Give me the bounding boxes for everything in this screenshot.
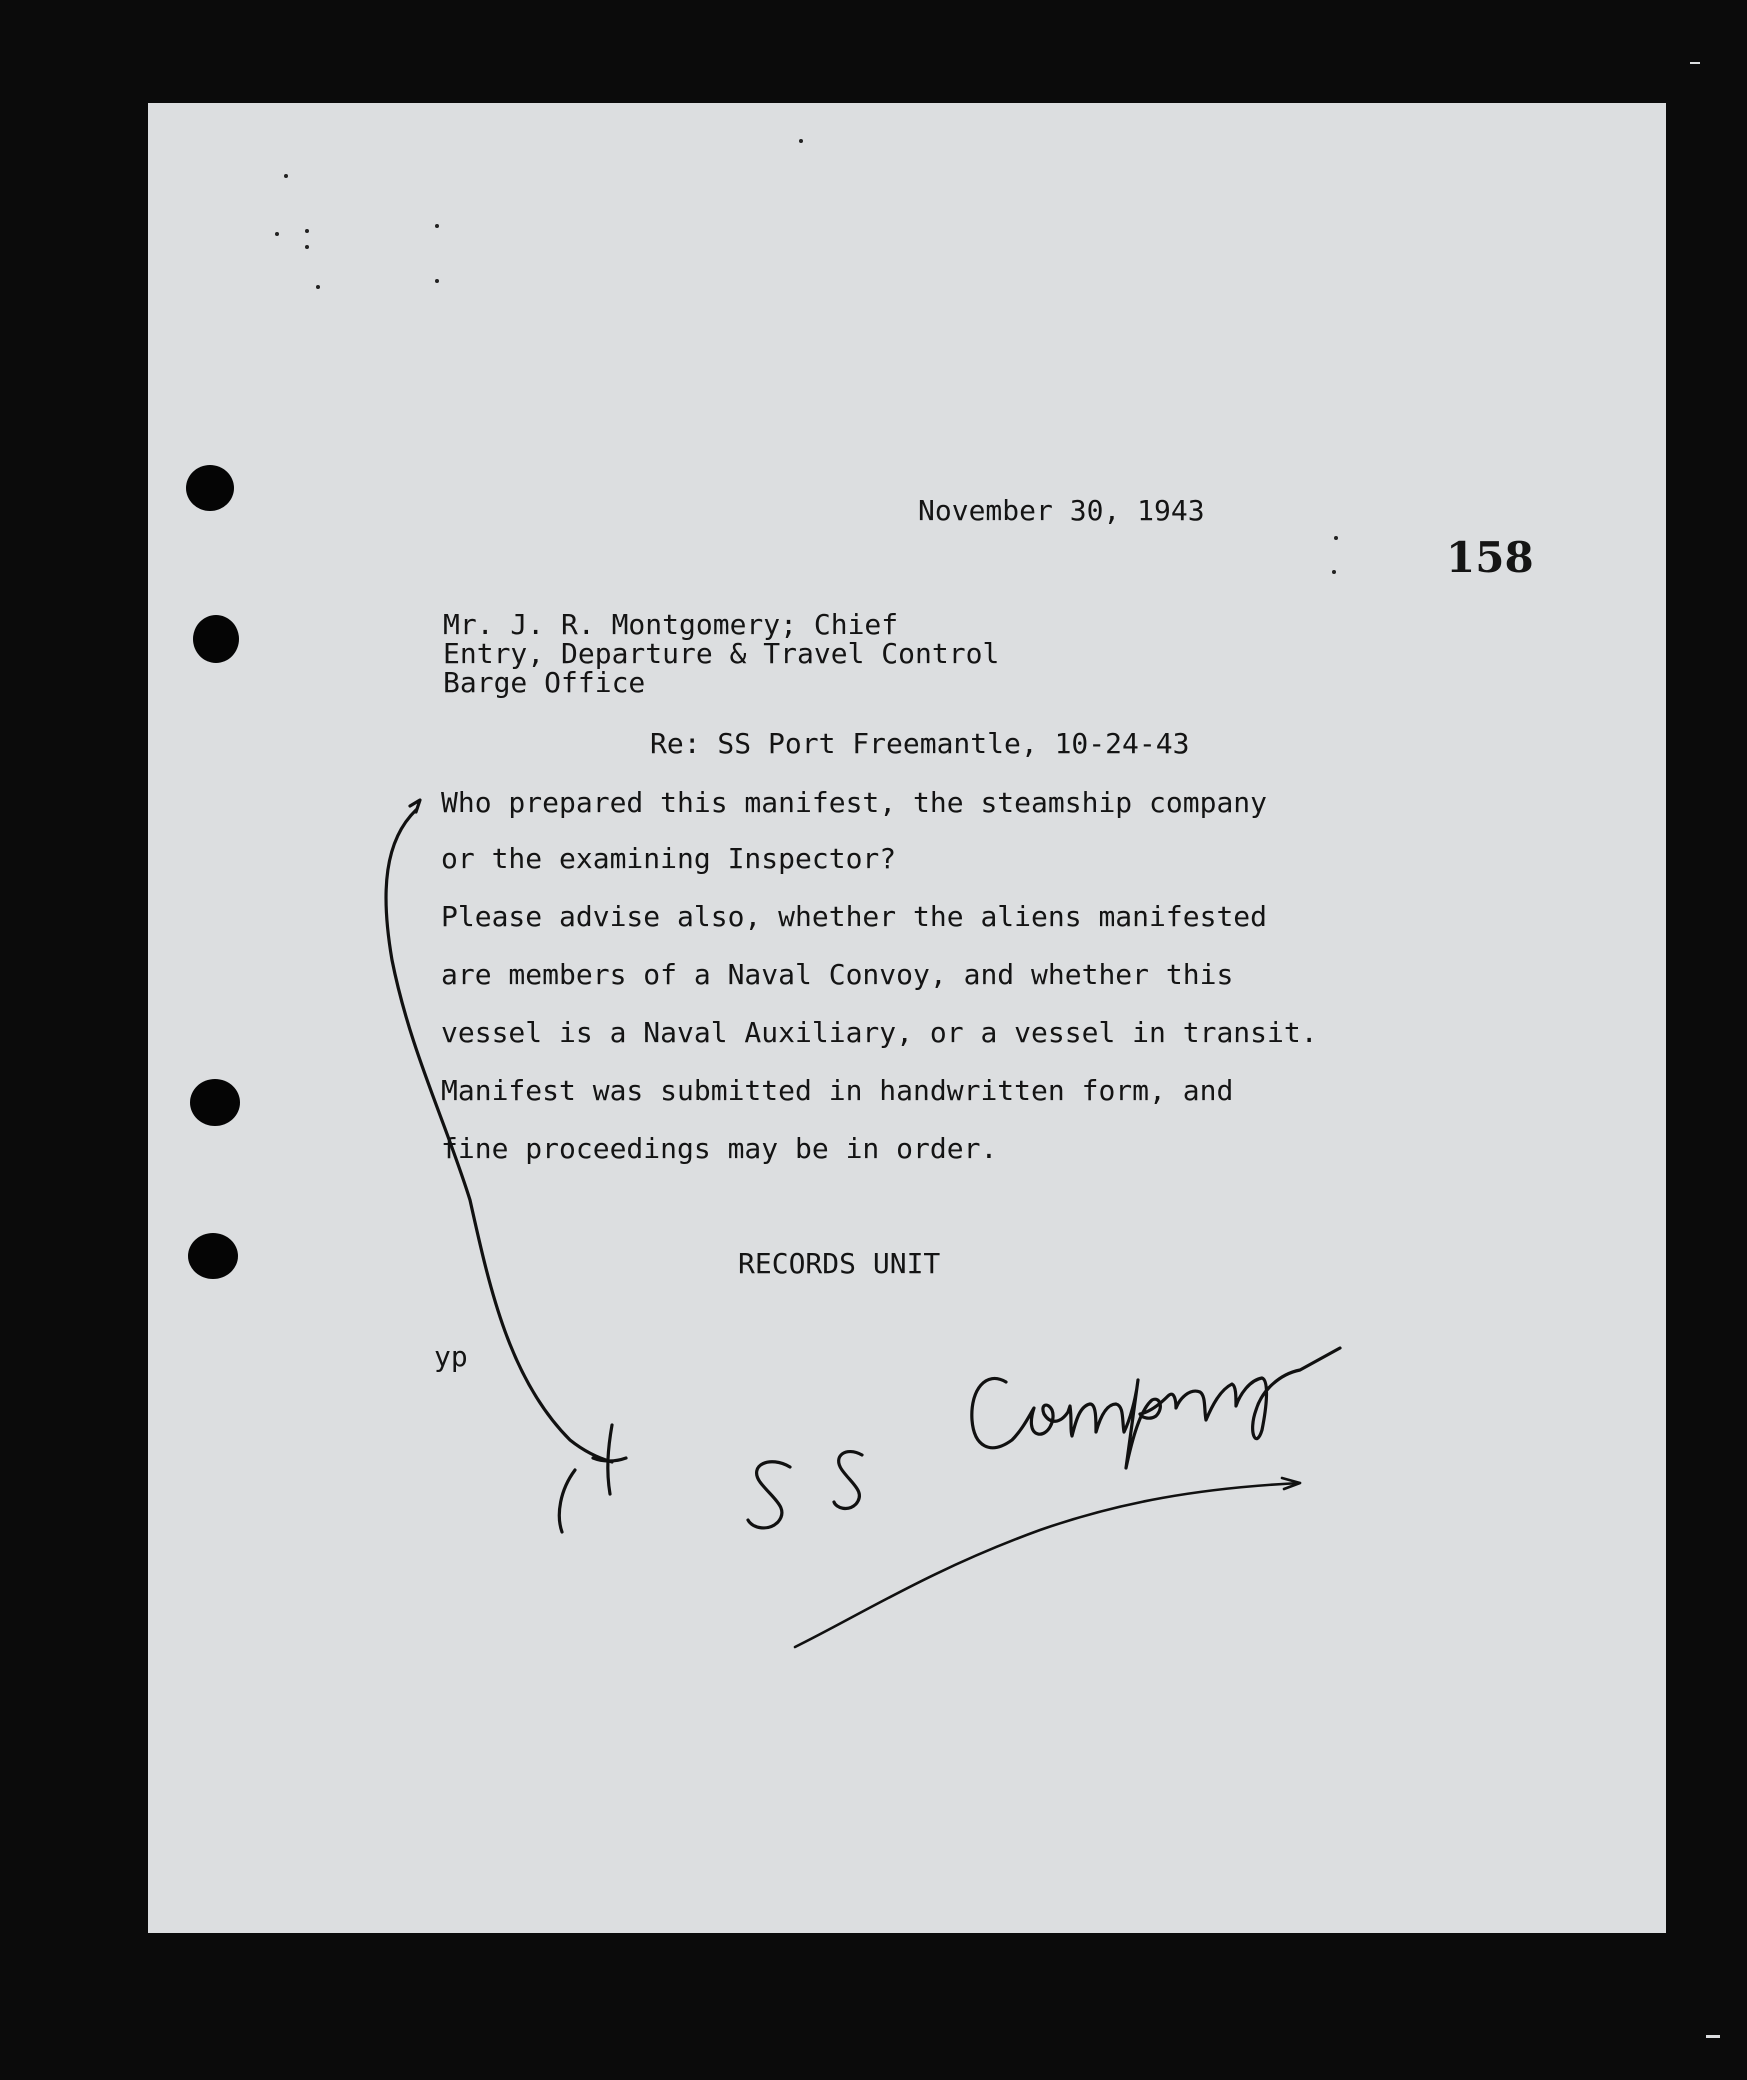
scan-edge-mark [1706, 2035, 1720, 2038]
paper-speck [305, 245, 309, 249]
page-number: 158 [1446, 533, 1534, 582]
punch-hole [190, 1079, 240, 1126]
punch-hole [193, 615, 239, 663]
paper-speck [305, 229, 309, 233]
paper-speck [1332, 570, 1336, 574]
body-line-5: vessel is a Naval Auxiliary, or a vessel in transit. [441, 1016, 1318, 1049]
subject-line: Re: SS Port Freemantle, 10-24-43 [650, 727, 1190, 760]
body-line-3: Please advise also, whether the aliens manifested [441, 900, 1268, 933]
paper-speck [284, 174, 288, 178]
typist-initials: yp [434, 1340, 468, 1373]
paper-speck [316, 285, 320, 289]
recipient-line-2: Entry, Departure & Travel Control [443, 637, 1000, 670]
letter-date: November 30, 1943 [918, 494, 1205, 527]
letter-page [148, 103, 1666, 1933]
paper-speck [799, 139, 803, 143]
recipient-line-1: Mr. J. R. Montgomery; Chief [443, 608, 899, 641]
punch-hole [188, 1233, 238, 1279]
paper-speck [1334, 536, 1338, 540]
body-line-7: fine proceedings may be in order. [441, 1132, 998, 1165]
scan-edge-mark [1690, 62, 1700, 64]
body-line-2: or the examining Inspector? [441, 842, 897, 875]
body-line-6: Manifest was submitted in handwritten form, and [441, 1074, 1234, 1107]
body-line-1: Who prepared this manifest, the steamship company [441, 786, 1268, 819]
sender-signature-block: RECORDS UNIT [738, 1247, 941, 1280]
paper-speck [275, 232, 279, 236]
recipient-line-3: Barge Office [443, 666, 646, 699]
body-line-4: are members of a Naval Convoy, and whether this [441, 958, 1234, 991]
paper-speck [435, 279, 439, 283]
punch-hole [186, 465, 234, 511]
paper-speck [435, 224, 439, 228]
